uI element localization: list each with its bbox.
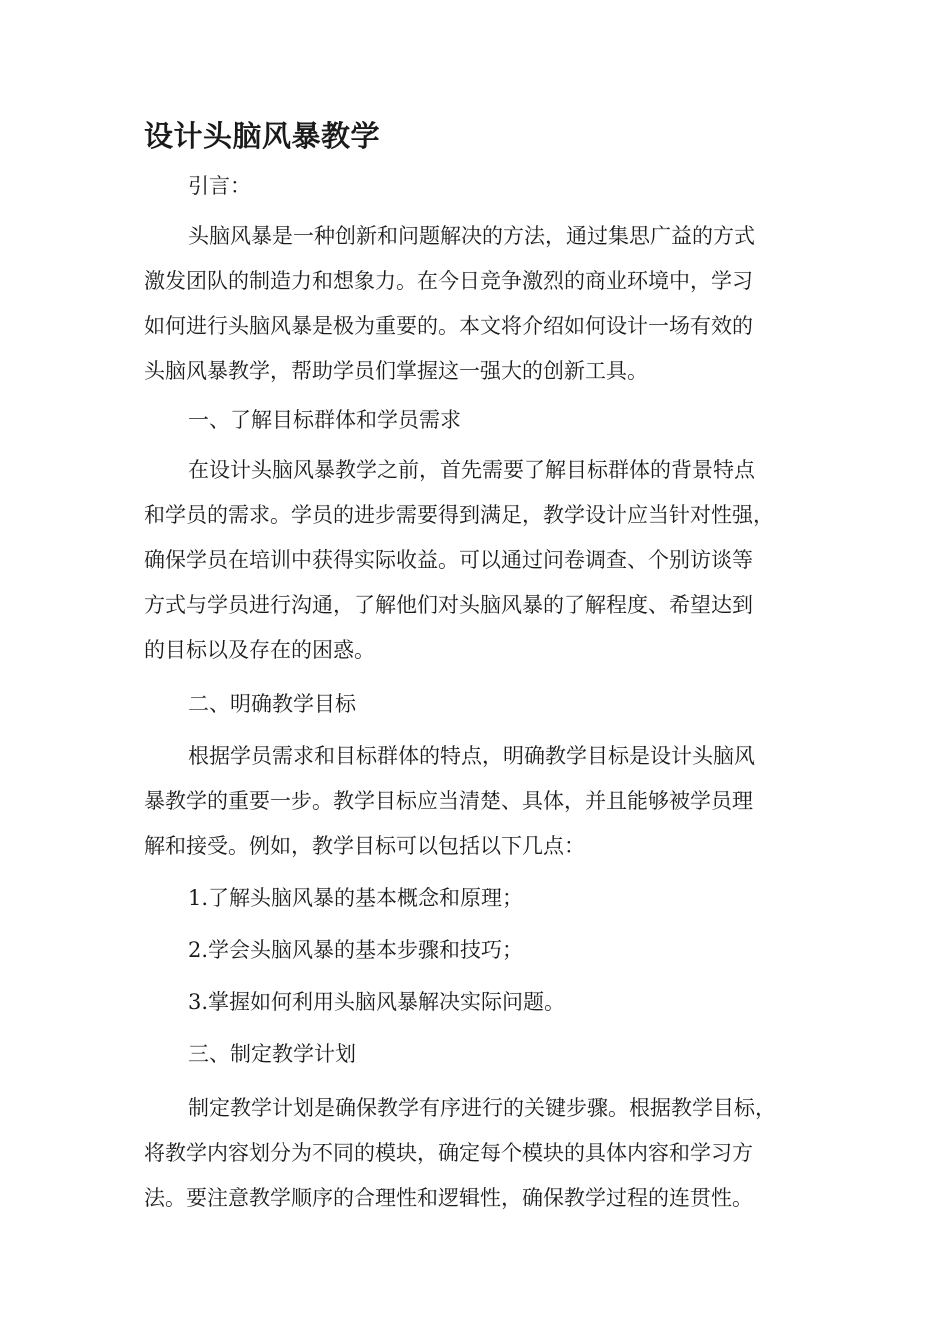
paragraph-line: 解和接受。例如，教学目标可以包括以下几点： bbox=[144, 834, 585, 858]
paragraph-line: 在设计头脑风暴教学之前，首先需要了解目标群体的背景特点 bbox=[188, 458, 755, 482]
paragraph-line: 根据学员需求和目标群体的特点，明确教学目标是设计头脑风 bbox=[188, 744, 755, 768]
paragraph-line: 头脑风暴是一种创新和问题解决的方法，通过集思广益的方式 bbox=[188, 224, 755, 248]
paragraph-line: 制定教学计划是确保教学有序进行的关键步骤。根据教学目标， bbox=[188, 1096, 776, 1120]
paragraph-line: 的目标以及存在的困惑。 bbox=[144, 638, 375, 662]
section-1-paragraph bbox=[144, 448, 774, 673]
section-3-paragraph bbox=[144, 1086, 776, 1221]
section-1-heading: 一、了解目标群体和学员需求 bbox=[188, 408, 461, 432]
paragraph-line: 头脑风暴教学，帮助学员们掌握这一强大的创新工具。 bbox=[144, 359, 648, 383]
section-3-heading: 三、制定教学计划 bbox=[188, 1042, 356, 1066]
list-item: 3.掌握如何利用头脑风暴解决实际问题。 bbox=[188, 990, 566, 1014]
list-item: 1.了解头脑风暴的基本概念和原理； bbox=[188, 886, 524, 910]
paragraph-line: 将教学内容划分为不同的模块，确定每个模块的具体内容和学习方 bbox=[144, 1141, 753, 1165]
paragraph-line: 暴教学的重要一步。教学目标应当清楚、具体，并且能够被学员理 bbox=[144, 789, 753, 813]
list-item: 2.学会头脑风暴的基本步骤和技巧； bbox=[188, 938, 524, 962]
section-2-heading: 二、明确教学目标 bbox=[188, 692, 356, 716]
paragraph-line: 激发团队的制造力和想象力。在今日竞争激烈的商业环境中，学习 bbox=[144, 269, 753, 293]
paragraph-line: 和学员的需求。学员的进步需要得到满足，教学设计应当针对性强， bbox=[144, 503, 774, 527]
document-title: 设计头脑风暴教学 bbox=[144, 119, 381, 153]
intro-paragraph bbox=[144, 214, 755, 394]
paragraph-line: 如何进行头脑风暴是极为重要的。本文将介绍如何设计一场有效的 bbox=[144, 314, 753, 338]
paragraph-line: 确保学员在培训中获得实际收益。可以通过问卷调查、个别访谈等 bbox=[144, 548, 753, 572]
section-2-paragraph bbox=[144, 734, 755, 869]
paragraph-line: 方式与学员进行沟通，了解他们对头脑风暴的了解程度、希望达到 bbox=[144, 593, 753, 617]
paragraph-line: 法。要注意教学顺序的合理性和逻辑性，确保教学过程的连贯性。 bbox=[144, 1186, 753, 1210]
intro-heading: 引言： bbox=[188, 174, 251, 198]
